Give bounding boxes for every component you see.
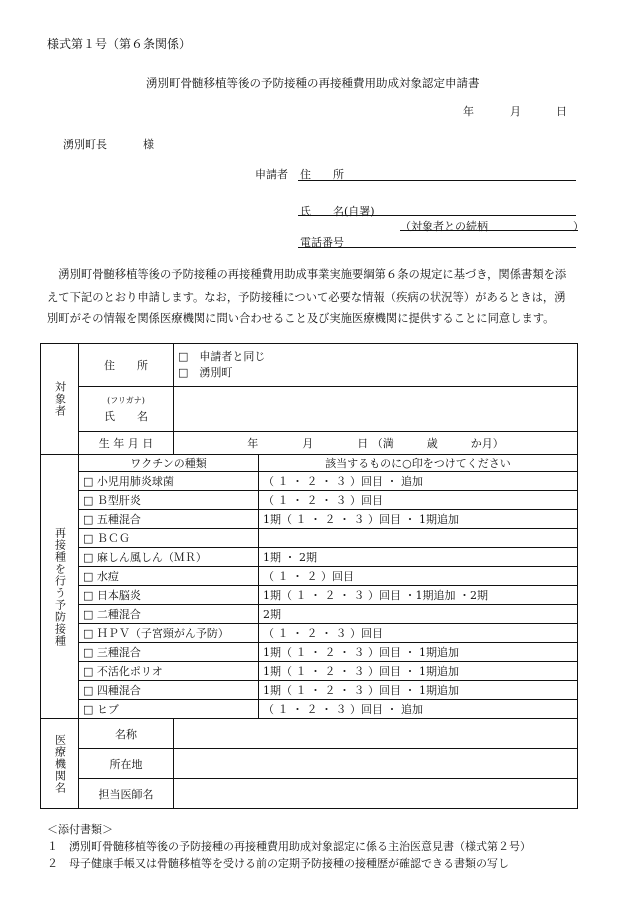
medical-address-label: 所在地 <box>79 749 174 779</box>
attachment-item-1: １ 湧別町骨髄移植等後の予防接種の再接種費用助成対象認定に係る主治医意見書（様式第２号） <box>47 840 531 853</box>
vaccine-row <box>41 472 578 491</box>
medical-doctor-label: 担当医師名 <box>79 779 174 809</box>
vaccine-name[interactable]: □ 三種混合 <box>79 643 259 662</box>
subject-dob-label: 生 年 月 日 <box>79 432 174 455</box>
vaccine-doses[interactable]: （ １ ・ ２ ・ ３ ）回目 ・ 追加 <box>259 700 578 719</box>
vaccine-doses[interactable]: 1期（ １ ・ ２ ・ ３ ）回目 ・1期追加 ・2期 <box>259 586 578 605</box>
vaccine-doses[interactable]: （ １ ・ ２ ・ ３ ）回目 <box>259 624 578 643</box>
medical-doctor-input[interactable] <box>174 779 578 809</box>
vaccine-name[interactable]: □ 不活化ポリオ <box>79 662 259 681</box>
vaccine-row <box>41 510 578 529</box>
vaccine-doses[interactable]: 1期（ １ ・ ２ ・ ３ ）回目 ・ 1期追加 <box>259 643 578 662</box>
option-yubetsu[interactable]: □ 湧別町 <box>178 366 233 379</box>
applicant-phone-line[interactable] <box>298 247 576 248</box>
vaccine-doses[interactable]: 1期（ １ ・ ２ ・ ３ ）回目 ・ 1期追加 <box>259 662 578 681</box>
vaccine-name[interactable]: □ ヒブ <box>79 700 259 719</box>
vaccine-row <box>41 586 578 605</box>
intro-line-2: えて下記のとおり申請します。なお，予防接種について必要な情報（疾病の状況等）があるときは，湧 <box>47 291 566 304</box>
applicant-relation-line[interactable] <box>400 230 578 231</box>
subject-section-label: 対象者 <box>41 344 79 455</box>
vaccine-doses[interactable]: 1期（ １ ・ ２ ・ ３ ）回目 ・ 1期追加 <box>259 681 578 700</box>
applicant-name-label: 氏 名(自署) <box>300 205 375 218</box>
option-same-as-applicant[interactable]: □ 申請者と同じ <box>178 350 266 363</box>
subject-name-label: 氏 名 <box>104 410 148 423</box>
vaccine-name[interactable]: □ 小児用肺炎球菌 <box>79 472 259 491</box>
subject-address-label: 住 所 <box>79 344 174 387</box>
date-day-label: 日 <box>556 105 567 118</box>
application-table <box>40 343 578 809</box>
vaccine-name[interactable]: □ ＨＰＶ（子宮頸がん予防） <box>79 624 259 643</box>
vaccine-name[interactable]: □ 二種混合 <box>79 605 259 624</box>
subject-name-label-cell <box>79 387 174 432</box>
vaccine-row <box>41 491 578 510</box>
applicant-relation-label: （対象者との続柄 <box>400 220 488 233</box>
addressee-name: 湧別町長 <box>63 138 107 151</box>
applicant-label: 申請者 <box>255 168 288 181</box>
vaccine-mark-header: 該当するものに○印をつけてください <box>259 455 578 472</box>
vaccine-row <box>41 529 578 548</box>
applicant-relation-close: ） <box>573 220 584 233</box>
applicant-name-line[interactable] <box>298 215 576 216</box>
vaccine-name[interactable]: □ Ｂ型肝炎 <box>79 491 259 510</box>
applicant-address-line[interactable] <box>298 180 576 181</box>
vaccine-type-header: ワクチンの種類 <box>79 455 259 472</box>
intro-line-1: 湧別町骨髄移植等後の予防接種の再接種費用助成事業実施要綱第６条の規定に基づき，関係書類を添 <box>47 268 567 281</box>
vaccine-doses[interactable]: （ １ ・ ２ ・ ３ ）回目 <box>259 491 578 510</box>
vaccine-name[interactable]: □ 水痘 <box>79 567 259 586</box>
date-year-label: 年 <box>463 105 474 118</box>
vaccine-doses[interactable]: （ １ ・ ２ ・ ３ ）回目 ・ 追加 <box>259 472 578 491</box>
intro-line-3: 別町がその情報を関係医療機関に問い合わせること及び実施医療機関に提供することに同意します。 <box>47 312 555 325</box>
form-number: 様式第１号（第６条関係） <box>47 37 192 51</box>
vaccine-doses[interactable]: 1期（ １ ・ ２ ・ ３ ）回目 ・ 1期追加 <box>259 510 578 529</box>
vaccine-doses[interactable]: （ １ ・ ２ ）回目 <box>259 567 578 586</box>
vaccine-name[interactable]: □ 四種混合 <box>79 681 259 700</box>
vaccine-doses[interactable] <box>259 529 578 548</box>
vaccine-name[interactable]: □ 五種混合 <box>79 510 259 529</box>
date-month-label: 月 <box>510 105 521 118</box>
vaccine-doses[interactable]: 2期 <box>259 605 578 624</box>
vaccine-row <box>41 548 578 567</box>
vaccine-row <box>41 624 578 643</box>
vaccine-name[interactable]: □ 日本脳炎 <box>79 586 259 605</box>
vaccine-row <box>41 567 578 586</box>
vaccine-row <box>41 662 578 681</box>
subject-address-options <box>174 344 578 387</box>
vaccine-row <box>41 700 578 719</box>
applicant-phone-label: 電話番号 <box>300 236 344 249</box>
attachments-heading: ＜添付書類＞ <box>47 823 113 836</box>
attachment-item-2: ２ 母子健康手帳又は骨髄移植等を受ける前の定期予防接種の接種歴が確認できる書類の写し <box>47 857 509 870</box>
vaccine-row <box>41 681 578 700</box>
furigana-label: (フリガナ) <box>107 396 145 405</box>
vaccine-section-label: 再接種を行う予防接種 <box>41 455 79 719</box>
form-title: 湧別町骨髄移植等後の予防接種の再接種費用助成対象認定申請書 <box>146 76 480 90</box>
subject-name-input[interactable] <box>174 387 578 432</box>
medical-section-label: 医療機関名 <box>41 719 79 809</box>
vaccine-name[interactable]: □ 麻しん風しん（ＭＲ） <box>79 548 259 567</box>
medical-address-input[interactable] <box>174 749 578 779</box>
vaccine-row <box>41 643 578 662</box>
medical-name-input[interactable] <box>174 719 578 749</box>
applicant-address-label: 住 所 <box>300 168 344 181</box>
vaccine-doses[interactable]: 1期 ・ 2期 <box>259 548 578 567</box>
addressee-honorific: 様 <box>143 138 154 151</box>
subject-dob-value[interactable]: 年 月 日 （満 歳 か月） <box>174 432 578 455</box>
vaccine-name[interactable]: □ ＢＣＧ <box>79 529 259 548</box>
vaccine-row <box>41 605 578 624</box>
medical-name-label: 名称 <box>79 719 174 749</box>
